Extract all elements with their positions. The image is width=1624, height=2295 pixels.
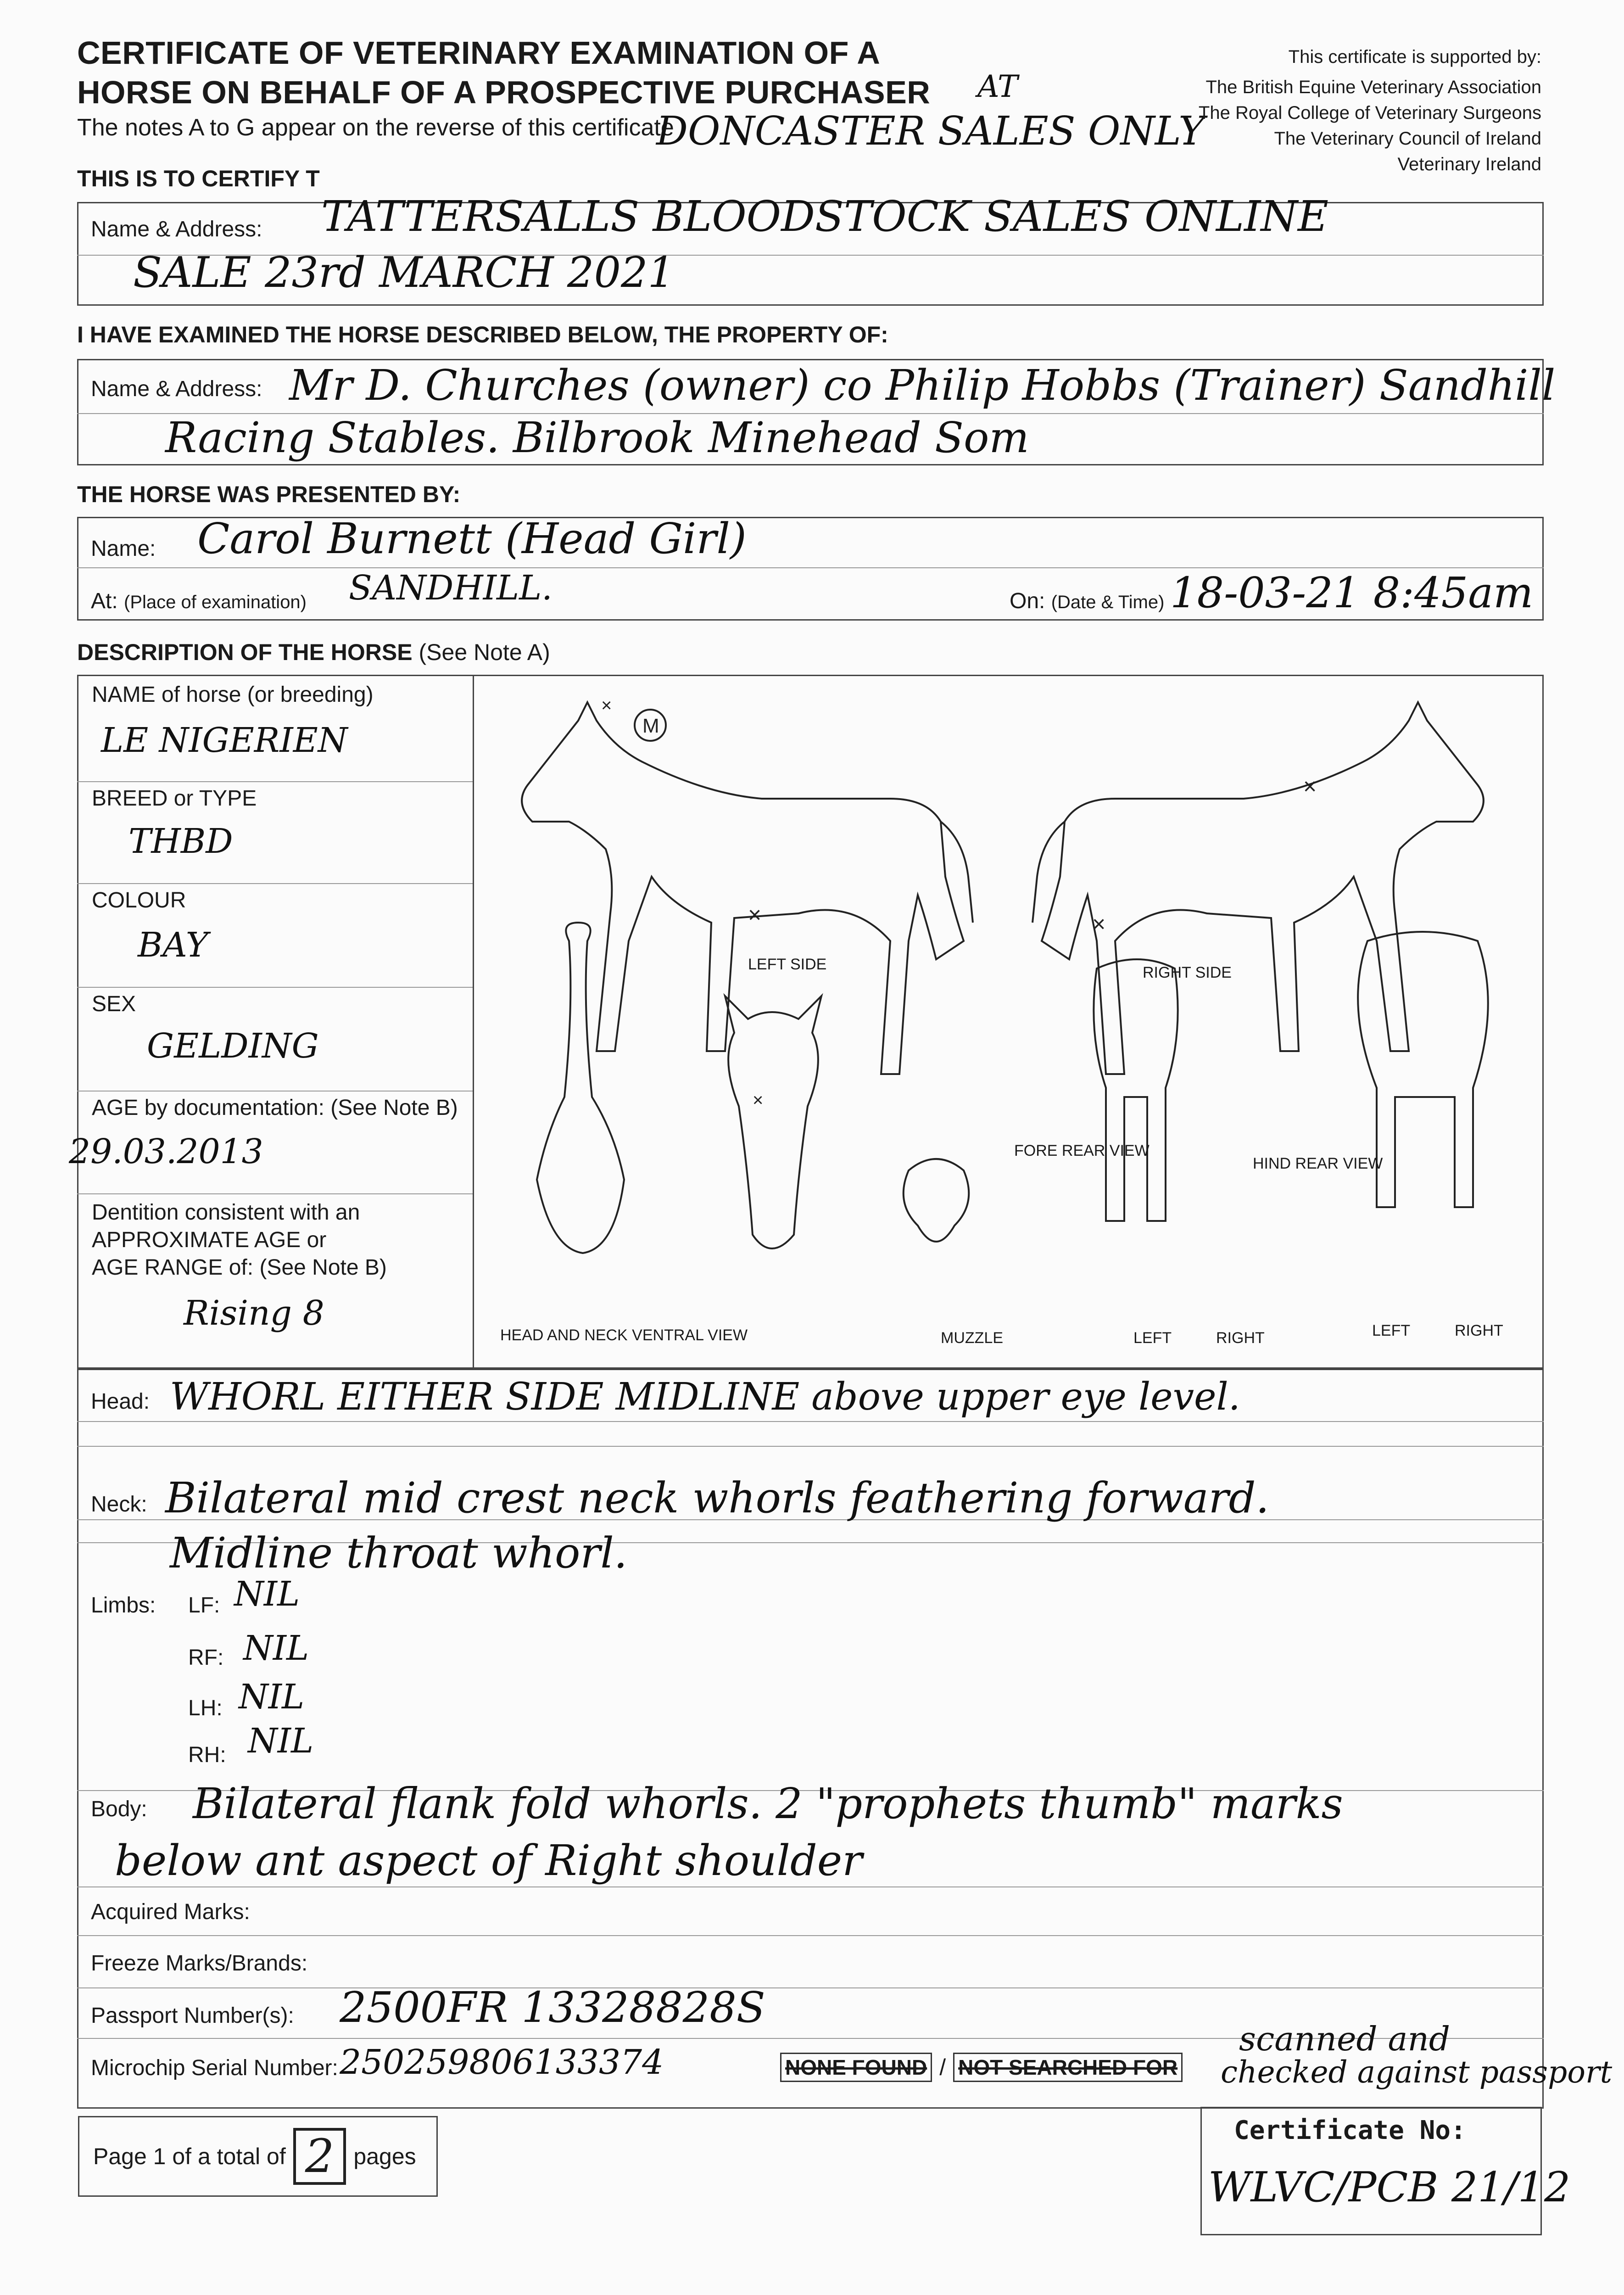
svg-text:×: × <box>1092 911 1106 937</box>
certificate-title <box>77 33 930 112</box>
head-label: Head: <box>91 1389 150 1414</box>
svg-text:×: × <box>748 902 762 928</box>
svg-text:×: × <box>601 695 612 716</box>
colour-label: COLOUR <box>92 888 186 912</box>
caption-left-side: LEFT SIDE <box>748 956 827 973</box>
handwritten-sale: DONCASTER SALES ONLY <box>656 108 1205 154</box>
certificate-number-value: WLVC/PCB 21/12 <box>1208 2163 1571 2211</box>
neck-line-2: Midline throat whorl. <box>170 1528 627 1578</box>
title-line-2: HORSE ON BEHALF OF A PROSPECTIVE PURCHASER <box>77 74 931 110</box>
certify-line-1: TATTERSALLS BLOODSTOCK SALES ONLINE <box>321 192 1329 241</box>
lf-label: LF: <box>188 1593 220 1618</box>
certify-line-2: SALE 23rd MARCH 2021 <box>133 248 675 297</box>
rf-label: RF: <box>188 1646 224 1670</box>
certify-heading: THIS IS TO CERTIFY T <box>77 166 320 191</box>
horse-diagram <box>477 684 1537 1363</box>
svg-text:×: × <box>1303 773 1317 799</box>
breed-value: THBD <box>128 822 233 861</box>
supporter-rcvs: The Royal College of Veterinary Surgeons <box>1198 103 1541 123</box>
handwritten-at: AT <box>977 69 1018 104</box>
marker-m: M <box>642 715 659 737</box>
page-total: 2 <box>293 2128 346 2185</box>
caption-head-neck: HEAD AND NECK VENTRAL VIEW <box>500 1327 748 1344</box>
head-value: WHORL EITHER SIDE MIDLINE above upper eye level. <box>170 1375 1240 1419</box>
property-line-1: Mr D. Churches (owner) co Philip Hobbs (Trainer) Sandhill <box>289 361 1556 410</box>
right-side-horse <box>1032 702 1484 1074</box>
neck-label: Neck: <box>91 1492 147 1517</box>
breed-label: BREED or TYPE <box>92 786 257 811</box>
muzzle <box>904 1159 969 1242</box>
head-front <box>725 996 821 1248</box>
freeze-marks-label: Freeze Marks/Brands: <box>91 1951 308 1976</box>
description-heading: DESCRIPTION OF THE HORSE (See Note A) <box>77 639 550 665</box>
caption-fore-left: LEFT <box>1133 1329 1172 1347</box>
lh-label: LH: <box>188 1696 223 1720</box>
caption-right-side: RIGHT SIDE <box>1143 964 1232 981</box>
none-found-option: NONE FOUND <box>780 2053 932 2082</box>
body-label: Body: <box>91 1797 147 1821</box>
caption-hind-rear: HIND REAR VIEW <box>1253 1155 1383 1172</box>
certify-name-label: Name & Address: <box>91 217 262 241</box>
horse-name-label: NAME of horse (or breeding) <box>92 683 374 707</box>
sex-value: GELDING <box>147 1026 319 1066</box>
notes-line: The notes A to G appear on the reverse of this certificate <box>77 114 674 141</box>
body-line-2: below ant aspect of Right shoulder <box>115 1836 863 1885</box>
head-neck-ventral <box>537 923 624 1253</box>
property-line-2: Racing Stables. Bilbrook Minehead Som <box>165 413 1029 462</box>
lh-value: NIL <box>239 1677 305 1717</box>
title-line-1: CERTIFICATE OF VETERINARY EXAMINATION OF A <box>77 35 881 71</box>
limbs-label: Limbs: <box>91 1593 156 1618</box>
dentition-label: Dentition consistent with an APPROXIMATE AGE or AGE RANGE of: (See Note B) <box>92 1200 387 1280</box>
colour-value: BAY <box>138 925 208 965</box>
presented-name-value: Carol Burnett (Head Girl) <box>197 514 747 563</box>
microchip-value: 250259806133374 <box>340 2043 664 2082</box>
microchip-options: NONE FOUND / NOT SEARCHED FOR <box>780 2053 1183 2082</box>
presented-name-label: Name: <box>91 537 156 561</box>
acquired-marks-label: Acquired Marks: <box>91 1900 250 1924</box>
caption-muzzle: MUZZLE <box>941 1329 1003 1347</box>
dentition-value: Rising 8 <box>184 1293 324 1333</box>
scanned-line-1: scanned and <box>1239 2020 1450 2058</box>
certificate-number-box <box>1200 2107 1571 2235</box>
certificate-number-label: Certificate No: <box>1234 2116 1466 2145</box>
caption-hind-left: LEFT <box>1372 1322 1411 1339</box>
lf-value: NIL <box>234 1574 300 1614</box>
caption-hind-right: RIGHT <box>1455 1322 1503 1339</box>
date-time-value: 18-03-21 8:45am <box>1170 568 1534 617</box>
passport-label: Passport Number(s): <box>91 2004 294 2028</box>
supporters-block <box>1199 44 1541 177</box>
property-heading: I HAVE EXAMINED THE HORSE DESCRIBED BELOW, THE PROPERTY OF: <box>77 322 888 347</box>
passport-value: 2500FR 13328828S <box>340 1983 765 2032</box>
caption-fore-right: RIGHT <box>1216 1329 1265 1347</box>
fore-rear <box>1094 959 1178 1221</box>
page-count-box: Page 1 of a total of 2 pages <box>78 2116 438 2197</box>
rf-value: NIL <box>243 1629 309 1668</box>
horse-name-value: LE NIGERIEN <box>101 721 348 760</box>
neck-line-1: Bilateral mid crest neck whorls feathering forward. <box>165 1473 1269 1523</box>
not-searched-option: NOT SEARCHED FOR <box>953 2053 1183 2082</box>
place-label: At: (Place of examination) <box>91 589 307 613</box>
supporter-beva: The British Equine Veterinary Association <box>1205 77 1541 97</box>
svg-text:×: × <box>753 1090 764 1110</box>
presented-heading: THE HORSE WAS PRESENTED BY: <box>77 481 461 507</box>
body-line-1: Bilateral flank fold whorls. 2 "prophets thumb" marks <box>193 1779 1343 1828</box>
rh-value: NIL <box>248 1721 314 1761</box>
age-value: 29.03.2013 <box>69 1132 263 1171</box>
caption-fore-rear: FORE REAR VIEW <box>1014 1142 1150 1159</box>
place-value: SANDHILL. <box>349 568 552 608</box>
sex-label: SEX <box>92 992 136 1016</box>
microchip-label: Microchip Serial Number: <box>91 2056 338 2080</box>
property-name-label: Name & Address: <box>91 377 262 401</box>
date-time-label: On: (Date & Time) <box>1010 589 1165 613</box>
supporter-vi: Veterinary Ireland <box>1397 154 1541 174</box>
age-label: AGE by documentation: (See Note B) <box>92 1096 458 1120</box>
rh-label: RH: <box>188 1743 226 1767</box>
supporter-vci: The Veterinary Council of Ireland <box>1274 129 1541 149</box>
supported-by-label: This certificate is supported by: <box>1288 47 1541 67</box>
scanned-line-2: checked against passport <box>1221 2054 1613 2090</box>
